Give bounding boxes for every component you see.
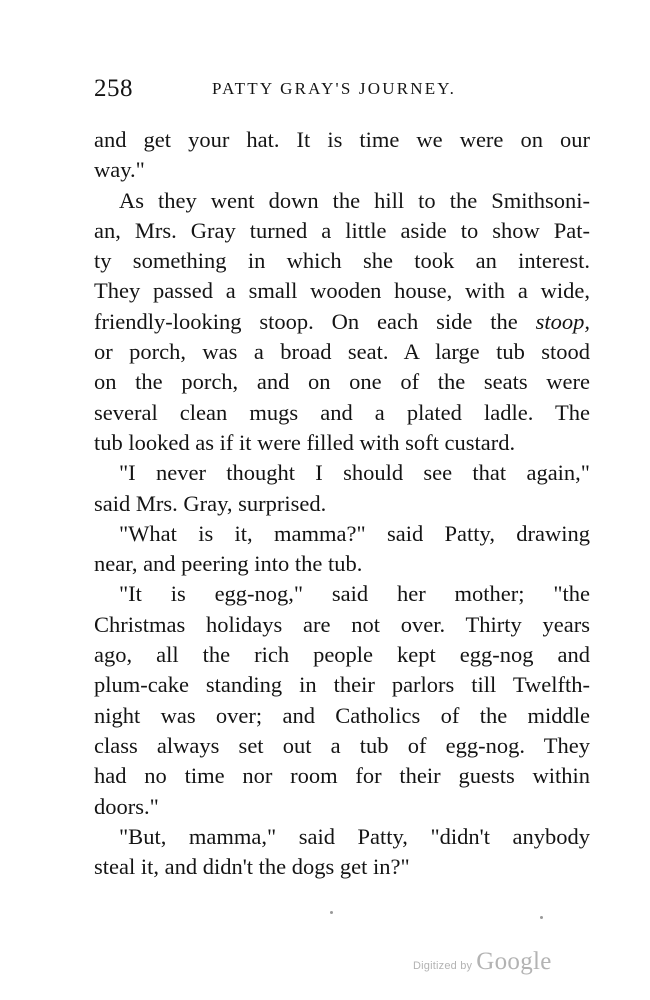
text-line: plum-cake standing in their parlors till Twelfth- bbox=[94, 672, 590, 698]
italic-word: stoop, bbox=[535, 308, 590, 334]
text-line: and get your hat. It is time we were on our bbox=[94, 127, 590, 152]
text-line: "What is it, mamma?" said Patty, drawing bbox=[119, 520, 590, 546]
scan-speck bbox=[330, 911, 333, 914]
text-line-with-italic bbox=[94, 307, 590, 337]
digitized-watermark bbox=[413, 948, 552, 976]
text-line: "But, mamma," said Patty, "didn't anybody bbox=[119, 823, 590, 849]
text-line: ago, all the rich people kept egg-nog and bbox=[94, 642, 590, 668]
running-head bbox=[94, 74, 568, 104]
text-line: or porch, was a broad seat. A large tub stood bbox=[94, 339, 590, 365]
text-line: several clean mugs and a plated ladle. The bbox=[94, 399, 590, 425]
text-line: an, Mrs. Gray turned a little aside to show Pat- bbox=[94, 217, 590, 243]
text-segment: friendly-looking stoop. On each side the bbox=[94, 308, 518, 334]
running-title: PATTY GRAY'S JOURNEY. bbox=[212, 79, 457, 98]
watermark-prefix: Digitized by bbox=[413, 960, 473, 972]
text-line: Christmas holidays are not over. Thirty years bbox=[94, 611, 590, 637]
text-line: "I never thought I should see that again," bbox=[119, 460, 590, 486]
text-line: class always set out a tub of egg-nog. They bbox=[94, 732, 590, 758]
text-line: said Mrs. Gray, surprised. bbox=[94, 490, 327, 516]
text-line: "It is egg-nog," said her mother; "the bbox=[119, 581, 590, 607]
text-line: doors." bbox=[94, 793, 159, 819]
text-line: ty something in which she took an interest. bbox=[94, 248, 590, 274]
scan-speck bbox=[540, 916, 543, 919]
text-line: had no time nor room for their guests within bbox=[94, 763, 590, 789]
google-logo: Google bbox=[476, 948, 552, 975]
text-line: As they went down the hill to the Smithsoni- bbox=[119, 187, 590, 213]
text-line: They passed a small wooden house, with a wide, bbox=[94, 278, 590, 304]
text-line: on the porch, and on one of the seats were bbox=[94, 369, 590, 395]
text-line: way." bbox=[94, 157, 145, 183]
text-line: tub looked as if it were filled with soft custard. bbox=[94, 429, 516, 455]
text-line: night was over; and Catholics of the middle bbox=[94, 702, 590, 728]
page-number: 258 bbox=[94, 75, 133, 102]
body-text bbox=[94, 125, 590, 882]
text-line: steal it, and didn't the dogs get in?" bbox=[94, 854, 410, 880]
text-line: near, and peering into the tub. bbox=[94, 551, 363, 577]
